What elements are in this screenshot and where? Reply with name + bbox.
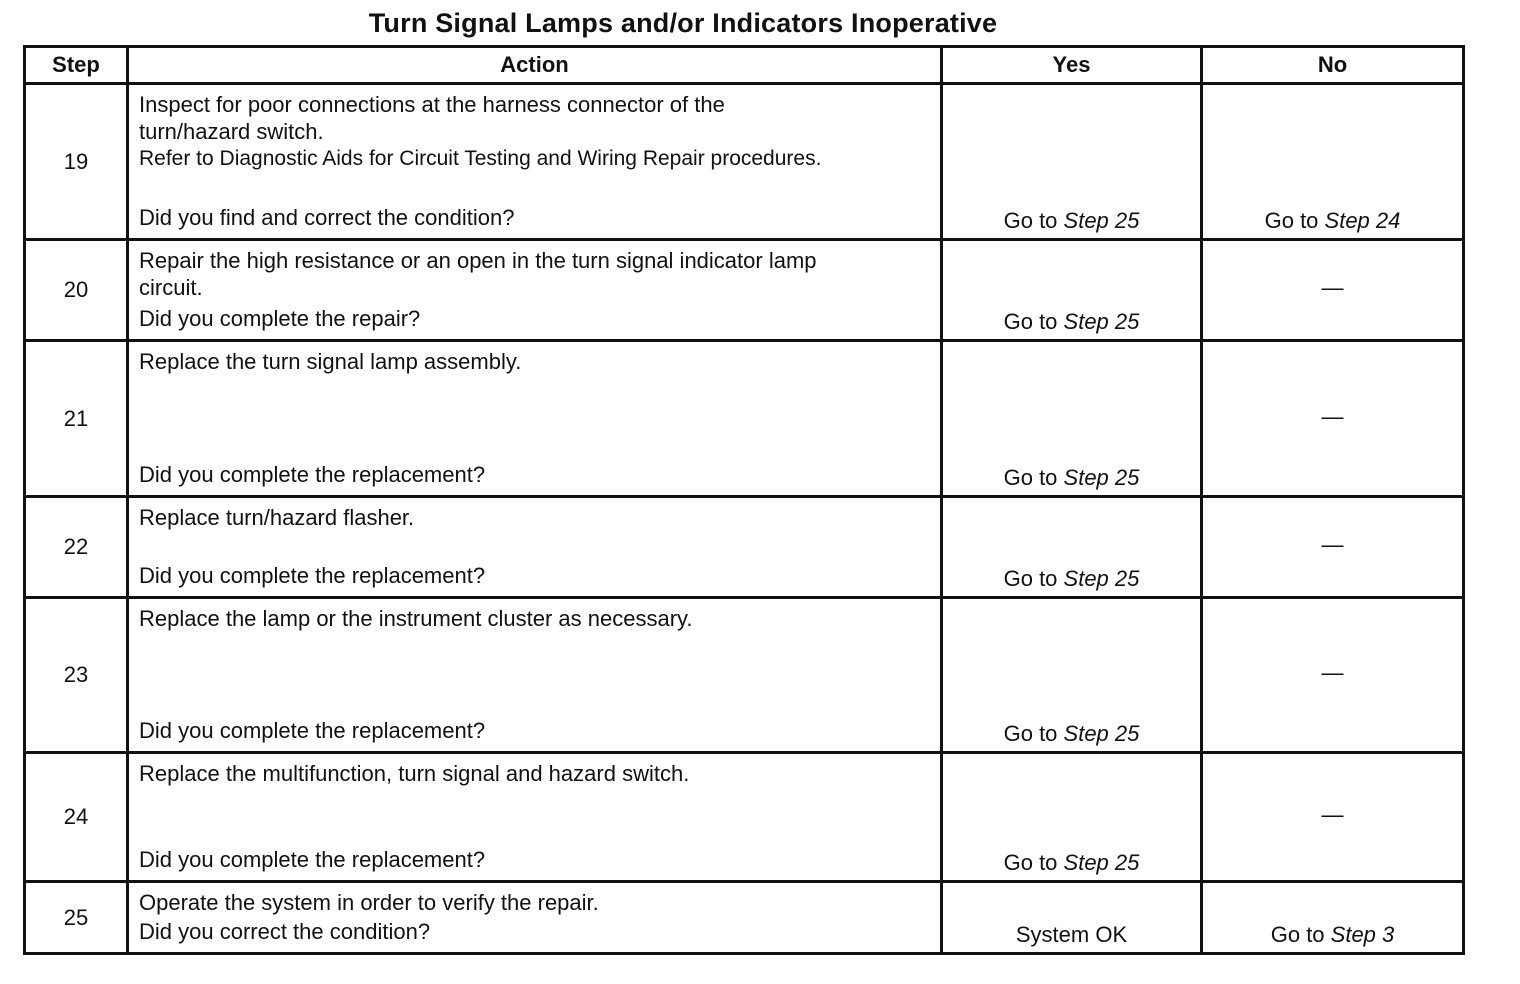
diagnostic-table [23, 45, 1465, 955]
table-header-row [25, 47, 1464, 84]
step-reference: Step 25 [1063, 566, 1140, 591]
step-number: 24 [25, 753, 128, 882]
action-text: Replace the multifunction, turn signal and hazard switch. [139, 761, 690, 786]
no-dash: — [1321, 532, 1344, 557]
page-title: Turn Signal Lamps and/or Indicators Inoperative [368, 8, 998, 38]
no-dash: — [1321, 802, 1344, 827]
yes-cell [942, 341, 1202, 497]
no-cell [1202, 753, 1464, 882]
action-question: Did you complete the replacement? [139, 847, 486, 872]
no-cell [1202, 341, 1464, 497]
outcome-prefix: Go to [1003, 309, 1064, 334]
table-row [25, 341, 1464, 497]
action-text: Repair the high resistance or an open in the turn signal indicator lamp [139, 248, 817, 273]
outcome-prefix: Go to [1003, 721, 1064, 746]
no-outcome [1271, 922, 1395, 947]
no-cell [1202, 84, 1464, 240]
step-reference: Step 25 [1063, 309, 1140, 334]
table-row [25, 882, 1464, 954]
action-question: Did you find and correct the condition? [139, 205, 515, 230]
yes-outcome [1004, 208, 1140, 233]
action-text: Operate the system in order to verify the repair. [139, 890, 599, 915]
outcome-prefix: Go to [1270, 922, 1331, 947]
table-row [25, 497, 1464, 598]
action-text: circuit. [139, 275, 203, 300]
yes-cell [942, 598, 1202, 753]
step-reference: Step 25 [1063, 850, 1140, 875]
outcome-prefix: Go to [1003, 566, 1064, 591]
no-dash: — [1321, 275, 1344, 300]
yes-cell [942, 753, 1202, 882]
action-cell [128, 497, 942, 598]
yes-cell [942, 240, 1202, 341]
step-reference: Step 24 [1324, 208, 1401, 233]
step-number: 21 [25, 341, 128, 497]
outcome-prefix: Go to [1003, 208, 1064, 233]
no-cell [1202, 882, 1464, 954]
step-number: 25 [25, 882, 128, 954]
step-number: 20 [25, 240, 128, 341]
action-question: Did you complete the replacement? [139, 718, 486, 743]
yes-outcome [1004, 850, 1140, 875]
action-text: Refer to Diagnostic Aids for Circuit Testing and Wiring Repair procedures. [139, 147, 822, 170]
yes-outcome [1004, 465, 1140, 490]
table-row [25, 240, 1464, 341]
yes-outcome [1004, 721, 1140, 746]
outcome-prefix: Go to [1003, 850, 1064, 875]
yes-outcome: System OK [1015, 922, 1128, 947]
header-no: No [1202, 47, 1464, 84]
outcome-prefix: Go to [1003, 465, 1064, 490]
action-text: Replace turn/hazard flasher. [139, 505, 415, 530]
yes-outcome [1004, 566, 1140, 591]
step-number: 19 [25, 84, 128, 240]
table-row [25, 598, 1464, 753]
action-cell [128, 598, 942, 753]
action-text: Replace the lamp or the instrument cluster as necessary. [139, 606, 693, 631]
action-text: turn/hazard switch. [139, 119, 324, 144]
action-cell [128, 341, 942, 497]
table-row [25, 84, 1464, 240]
action-question: Did you correct the condition? [139, 919, 431, 944]
no-outcome [1265, 208, 1401, 233]
action-cell [128, 882, 942, 954]
yes-cell [942, 84, 1202, 240]
no-cell [1202, 598, 1464, 753]
action-text: Inspect for poor connections at the harness connector of the [139, 92, 725, 117]
outcome-prefix: Go to [1264, 208, 1325, 233]
no-dash: — [1321, 403, 1344, 429]
header-yes: Yes [942, 47, 1202, 84]
step-reference: Step 25 [1063, 721, 1140, 746]
step-number: 23 [25, 598, 128, 753]
action-cell [128, 753, 942, 882]
yes-cell [942, 882, 1202, 954]
action-question: Did you complete the repair? [139, 306, 421, 331]
header-action: Action [128, 47, 942, 84]
header-step: Step [25, 47, 128, 84]
action-cell [128, 240, 942, 341]
action-question: Did you complete the replacement? [139, 563, 486, 588]
yes-cell [942, 497, 1202, 598]
no-dash: — [1321, 660, 1344, 685]
action-question: Did you complete the replacement? [139, 462, 486, 487]
step-reference: Step 25 [1063, 208, 1140, 233]
yes-outcome [1004, 309, 1140, 334]
step-number: 22 [25, 497, 128, 598]
action-cell [128, 84, 942, 240]
step-reference: Step 25 [1063, 465, 1140, 490]
action-text: Replace the turn signal lamp assembly. [139, 349, 522, 374]
no-cell [1202, 497, 1464, 598]
step-reference: Step 3 [1330, 922, 1395, 947]
no-cell [1202, 240, 1464, 341]
table-row [25, 753, 1464, 882]
